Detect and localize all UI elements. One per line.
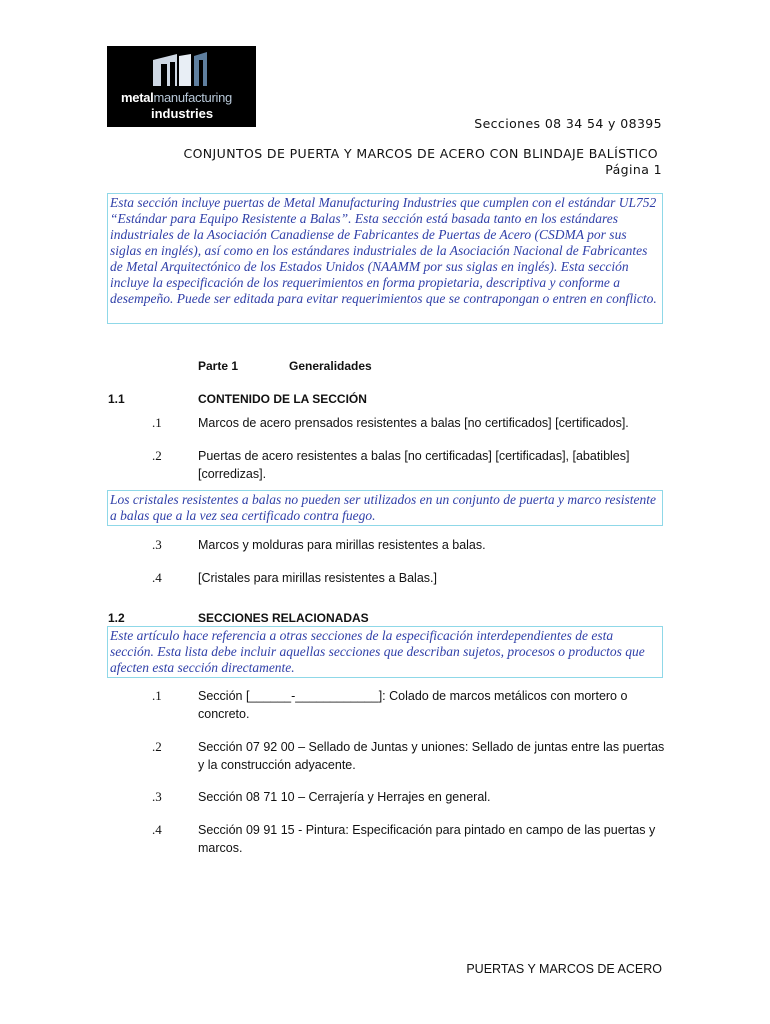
page-footer: PUERTAS Y MARCOS DE ACERO [466, 962, 662, 976]
item-number: .2 [152, 739, 162, 754]
page-number: Página 1 [605, 162, 662, 177]
document-title: CONJUNTOS DE PUERTA Y MARCOS DE ACERO CON BLINDAJE BALÍSTICO [183, 146, 658, 161]
section-number: 1.2 [108, 611, 125, 625]
list-item: Marcos de acero prensados resistentes a balas [no certificados] [certificados]. [198, 416, 629, 430]
list-item: Sección 09 91 15 - Pintura: Especificación para pintado en campo de las puertas y marcos. [198, 823, 656, 855]
section-number: 1.1 [108, 392, 125, 406]
intro-note: Esta sección incluye puertas de Metal Manufacturing Industries que cumplen con el estándar UL752 “Estándar para Equipo Resistente a Balas”. Esta sección está basada tanto en los estándares industriales de la Asociación Canadiense de Fabricantes de Puertas de Acero (CSDMA por sus siglas en inglés), así como en los estándares industriales de la Asociación Nacional de Fabricantes de Metal Arquitectónico de los Estados Unidos (NAAMM por sus siglas en inglés). Esta sección incluye la especificación de los requerimientos en forma propietaria, descriptiva y conforme a desempeño. Puede ser editada para evitar requerimientos que se contrapongan o entren en conflicto. [107, 193, 663, 324]
item-number: .3 [152, 537, 162, 552]
item-number: .1 [152, 688, 162, 703]
list-item: Marcos y molduras para mirillas resistentes a balas. [198, 538, 486, 552]
list-item: Sección 07 92 00 – Sellado de Juntas y uniones: Sellado de juntas entre las puertas y la construcción adyacente. [198, 740, 665, 772]
section-title: CONTENIDO DE LA SECCIÓN [198, 392, 367, 406]
item-number: .3 [152, 789, 162, 804]
list-item: Sección 08 71 10 – Cerrajería y Herrajes en general. [198, 790, 491, 804]
item-number: .4 [152, 570, 162, 585]
item-number: .2 [152, 448, 162, 463]
list-item: Puertas de acero resistentes a balas [no certificadas] [certificadas], [abatibles] [corredizas]. [198, 449, 630, 481]
sections-header: Secciones 08 34 54 y 08395 [474, 116, 662, 131]
part-title: Generalidades [289, 359, 372, 373]
logo-text-line1: metalmanufacturing [121, 90, 232, 105]
item-number: .1 [152, 415, 162, 430]
list-item: [Cristales para mirillas resistentes a Balas.] [198, 571, 437, 585]
section-title: SECCIONES RELACIONADAS [198, 611, 369, 625]
logo-text-line2: industries [151, 106, 214, 121]
list-item: Sección [______-____________]: Colado de marcos metálicos con mortero o concreto. [198, 689, 628, 721]
glazing-note: Los cristales resistentes a balas no pueden ser utilizados en un conjunto de puerta y marco resistente a balas que a la vez sea certificado contra fuego. [107, 490, 663, 526]
related-sections-note: Este artículo hace referencia a otras secciones de la especificación interdependientes de esta sección. Esta lista debe incluir aquellas secciones que describan sujetos, procesos o productos que afecten esta sección directamente. [107, 626, 663, 678]
company-logo [107, 46, 256, 127]
item-number: .4 [152, 822, 162, 837]
part-label: Parte 1 [198, 359, 239, 373]
